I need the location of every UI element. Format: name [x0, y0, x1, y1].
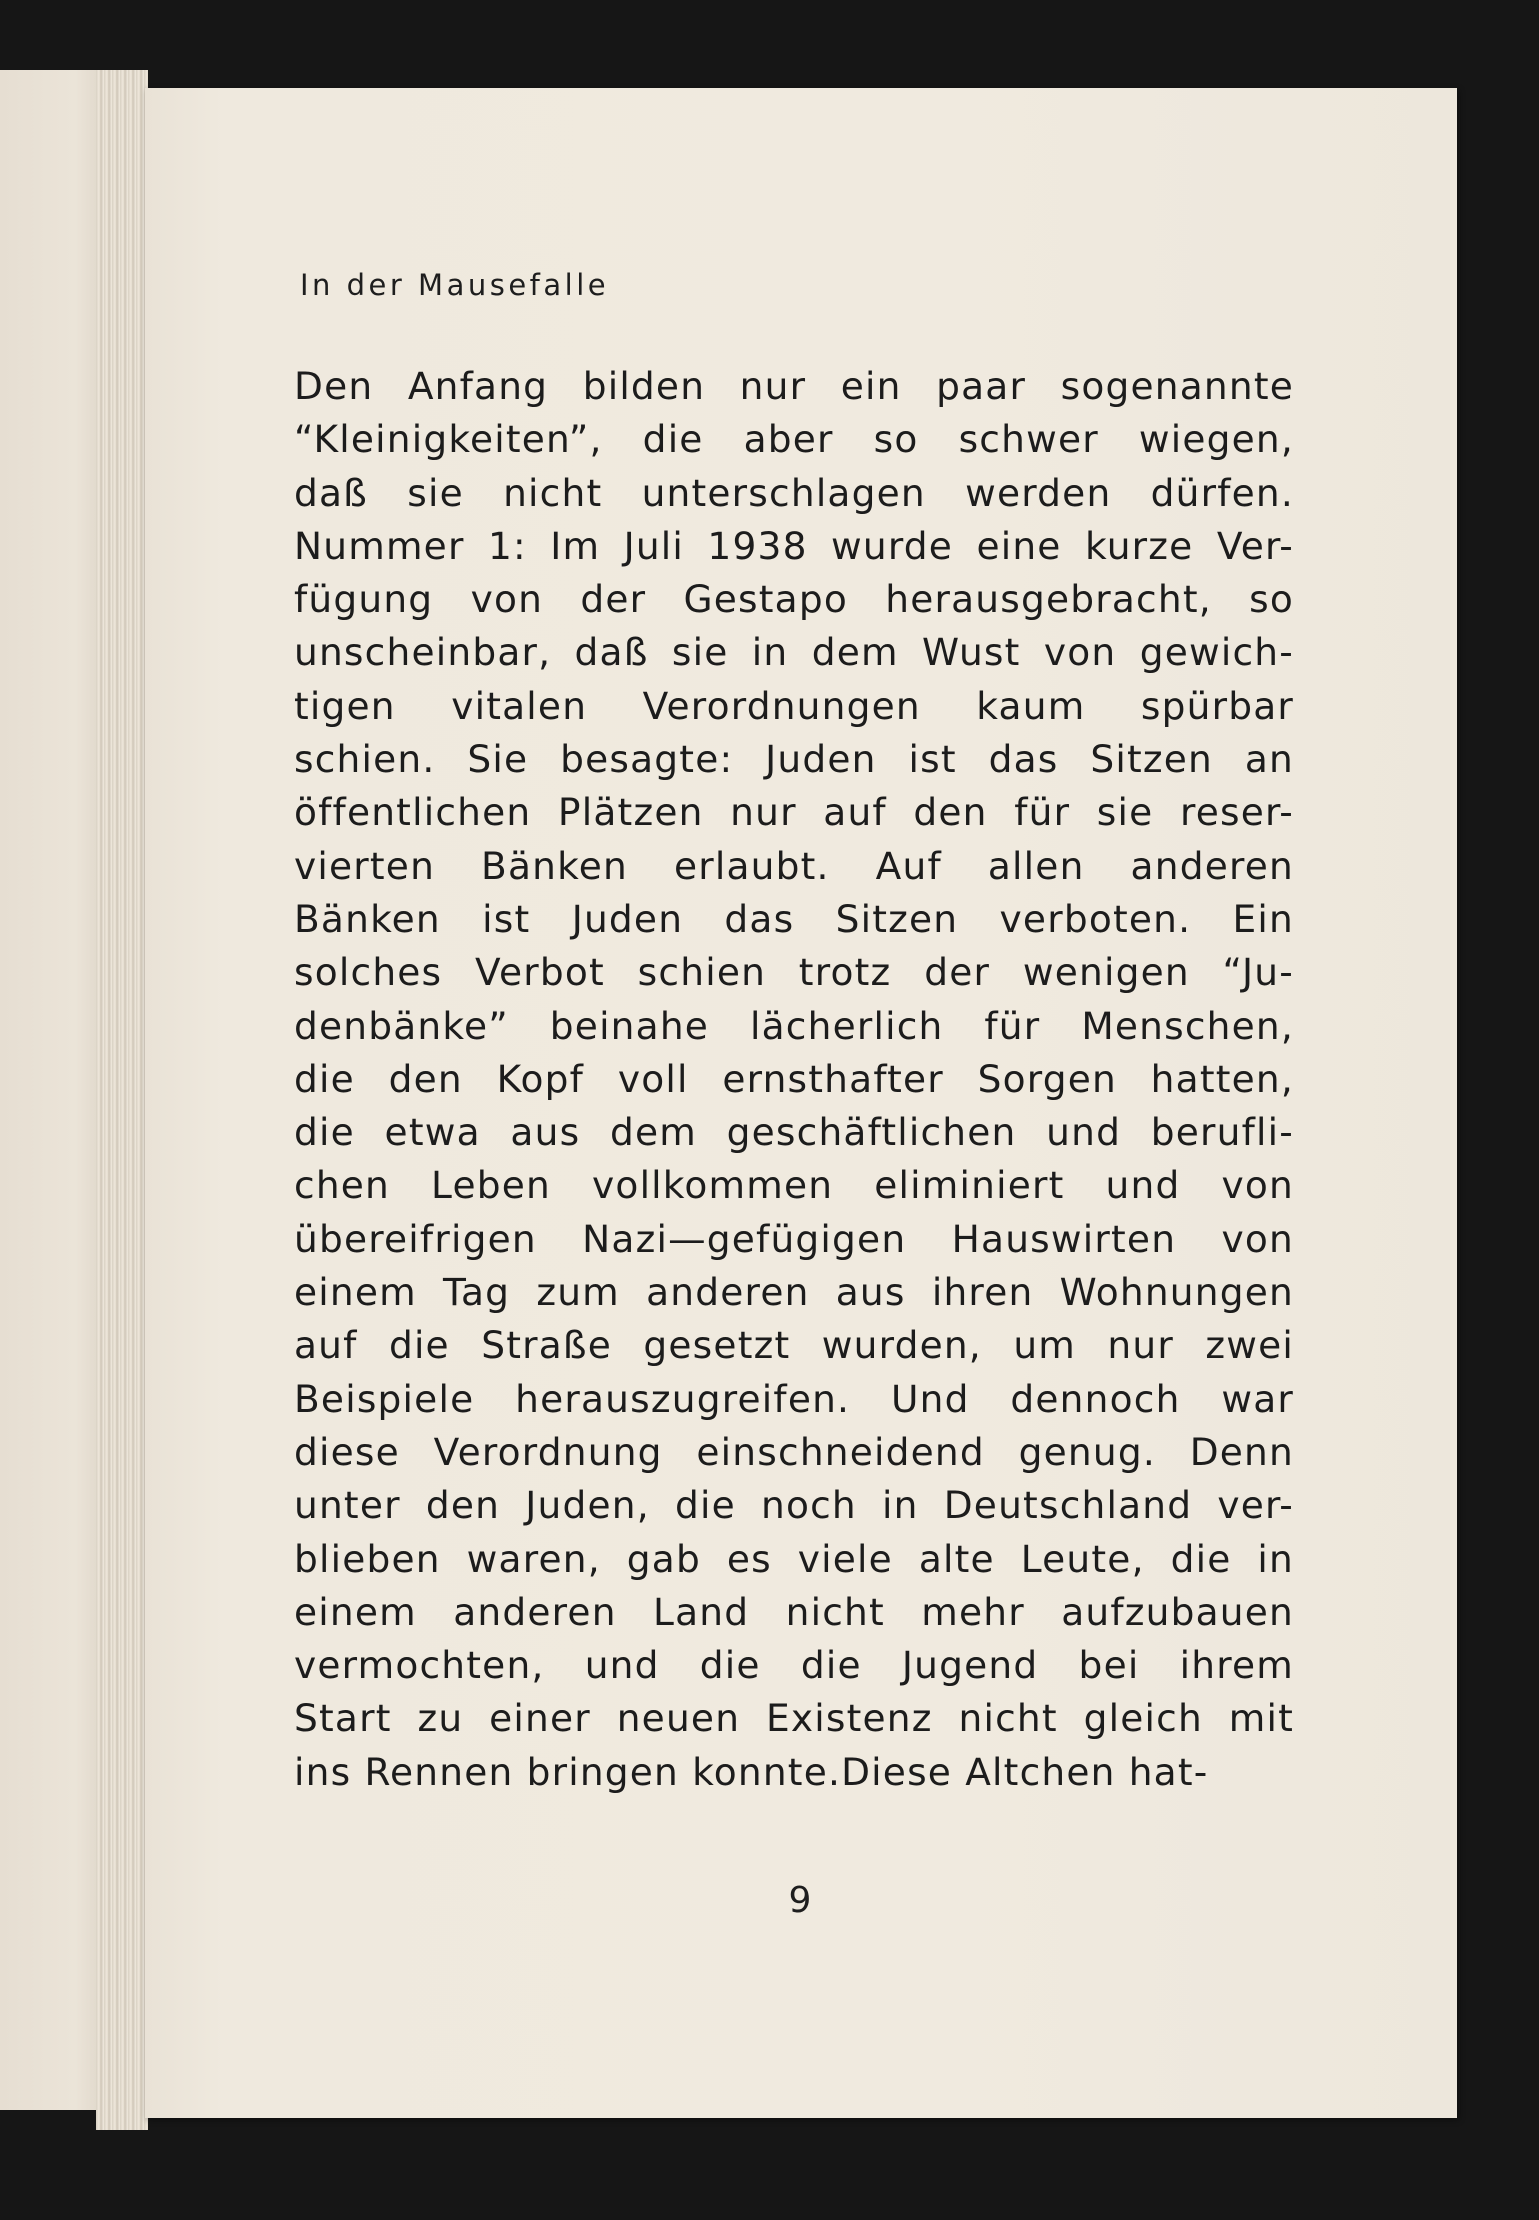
text-line: blieben waren, gab es viele alte Leute, die in — [294, 1536, 1294, 1581]
text-line: einem anderen Land nicht mehr aufzubauen — [294, 1589, 1294, 1634]
text-line: ins Rennen bringen konnte.Diese Altchen hat- — [294, 1749, 1209, 1794]
text-line: einem Tag zum anderen aus ihren Wohnungen — [294, 1270, 1294, 1315]
page-number: 9 — [788, 1880, 812, 1921]
body-text — [294, 360, 1294, 1799]
text-line: fügung von der Gestapo herausgebracht, so — [294, 577, 1294, 622]
text-line: auf die Straße gesetzt wurden, um nur zwei — [294, 1323, 1294, 1368]
text-line: Nummer 1: Im Juli 1938 wurde eine kurze Ver- — [294, 523, 1294, 568]
text-line: unscheinbar, daß sie in dem Wust von gewich- — [294, 630, 1294, 675]
text-line: denbänke” beinahe lächerlich für Menschen, — [294, 1003, 1294, 1048]
text-line: Bänken ist Juden das Sitzen verboten. Ein — [294, 896, 1294, 941]
text-line: Den Anfang bilden nur ein paar sogenannte — [294, 364, 1294, 408]
text-line: die etwa aus dem geschäftlichen und berufli- — [294, 1110, 1294, 1155]
running-head: In der Mausefalle — [300, 268, 610, 302]
text-line: Beispiele herauszugreifen. Und dennoch war — [294, 1376, 1294, 1421]
left-page — [0, 70, 108, 2110]
text-line: öffentlichen Plätzen nur auf den für sie reser- — [294, 790, 1294, 835]
text-line: schien. Sie besagte: Juden ist das Sitzen an — [294, 737, 1294, 782]
text-line: daß sie nicht unterschlagen werden dürfen. — [294, 470, 1294, 515]
text-line: die den Kopf voll ernsthafter Sorgen hatten, — [294, 1056, 1294, 1101]
text-line: “Kleinigkeiten”, die aber so schwer wiegen, — [294, 417, 1294, 462]
text-line: übereifrigen Nazi—gefügigen Hauswirten von — [294, 1216, 1294, 1261]
text-line: tigen vitalen Verordnungen kaum spürbar — [294, 683, 1294, 728]
text-line: unter den Juden, die noch in Deutschland ver- — [294, 1483, 1294, 1528]
text-line: vierten Bänken erlaubt. Auf allen anderen — [294, 843, 1294, 888]
text-line: diese Verordnung einschneidend genug. Denn — [294, 1429, 1294, 1474]
text-line: vermochten, und die die Jugend bei ihrem — [294, 1643, 1294, 1688]
text-line: solches Verbot schien trotz der wenigen “Ju- — [294, 950, 1294, 995]
text-line: Start zu einer neuen Existenz nicht gleich mit — [294, 1696, 1294, 1741]
page-edges — [96, 70, 148, 2130]
text-line: chen Leben vollkommen eliminiert und von — [294, 1163, 1294, 1208]
